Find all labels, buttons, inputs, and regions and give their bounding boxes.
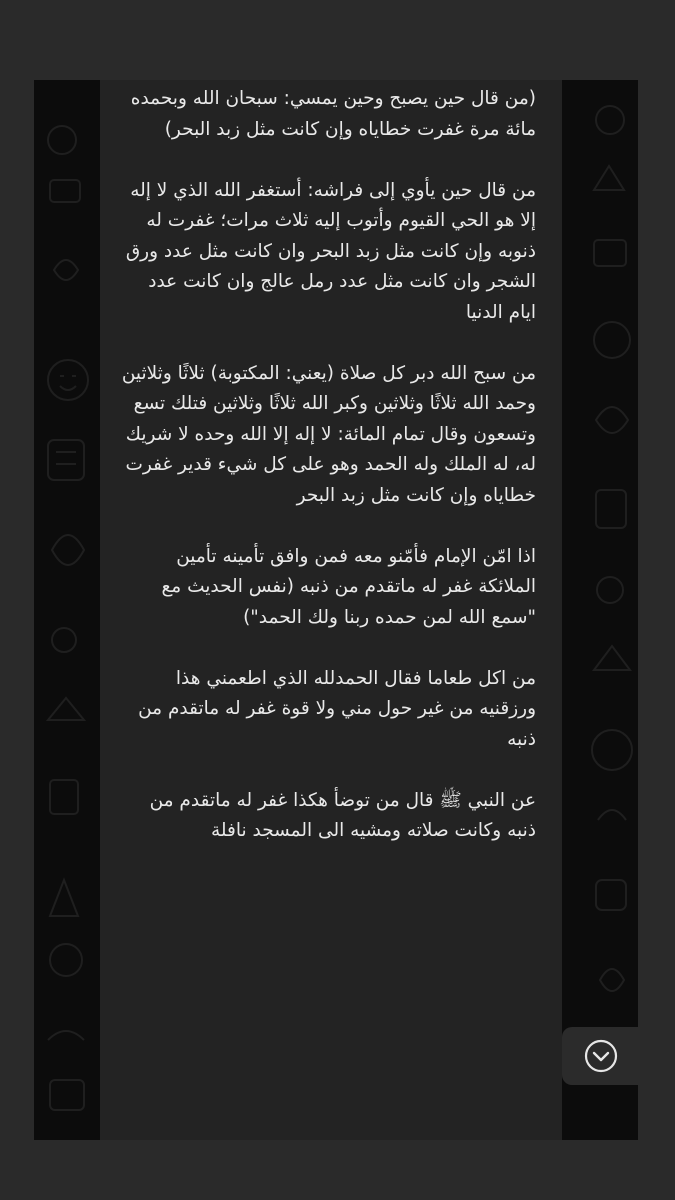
chevron-down-icon [583,1038,619,1074]
message-paragraph-6: عن النبي ﷺ قال من توضأ هكذا غفر له ماتقدم من ذنبه وكانت صلاته ومشيه الى المسجد نافلة [149,789,536,841]
scroll-down-button[interactable] [562,1027,640,1085]
message-paragraph-2: من قال حين يأوي إلى فراشه: أستغفر الله الذي لا إله إلا هو الحي القيوم وأتوب إليه ثلاث مرات؛ غفرت له ذنوبه وإن كانت مثل زبد البحر وان كانت مثل عدد ورق الشجر وان كانت مثل عدد رمل عالج وان كانت عدد ايام الدنيا [125,179,536,323]
message-text [100,84,562,877]
message-paragraph-1: (من قال حين يصبح وحين يمسي: سبحان الله وبحمده مائة مرة غفرت خطاياه وإن كانت مثل زبد البحر) [130,88,536,140]
message-paragraph-3: من سبح الله دبر كل صلاة (يعني: المكتوبة) ثلاثًا وثلاثين وحمد الله ثلاثًا وثلاثين وكبر الله ثلاثًا وثلاثين فتلك تسع وتسعون وقال تمام المائة: لا إله إلا الله وحده لا شريك له، له الملك وله الحمد وهو على كل شيء قدير غفرت خطاياه وإن كانت مثل زبد البحر [121,362,536,506]
message-bubble[interactable] [100,80,562,1140]
message-paragraph-4: اذا امّن الإمام فأمّنو معه فمن وافق تأمينه تأمين الملائكة غفر له ماتقدم من ذنبه (نفس الحديث مع "سمع الله لمن حمده ربنا ولك الحمد") [161,545,536,628]
message-paragraph-5: من اكل طعاما فقال الحمدلله الذي اطعمني هذا ورزقنيه من غير حول مني ولا قوة غفر له ماتقدم من ذنبه [138,667,536,750]
